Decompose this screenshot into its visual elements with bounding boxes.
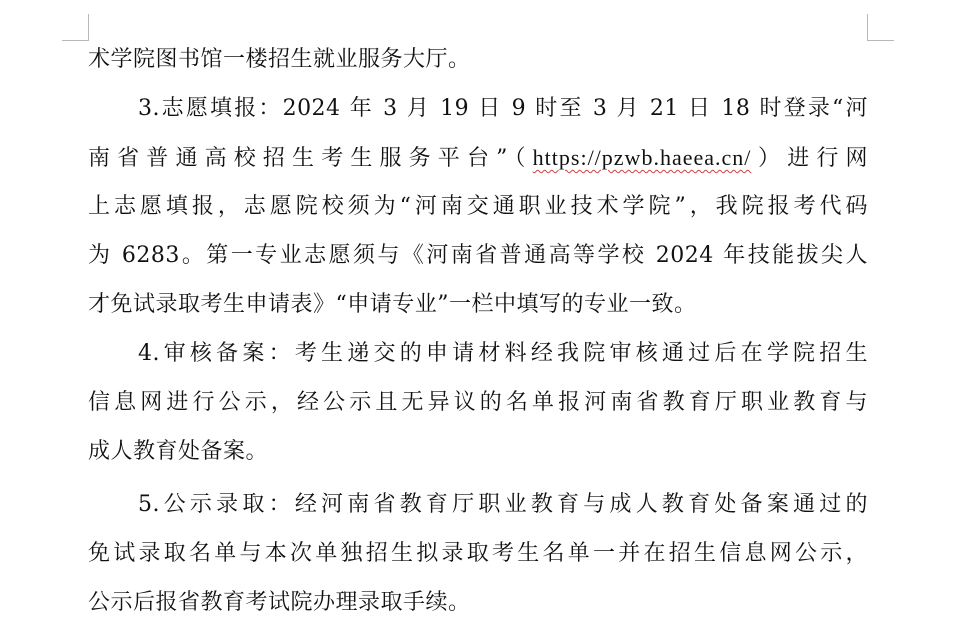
item-3-line-3: 上志愿填报，志愿院校须为“河南交通职业技术学院”，我院报考代码: [88, 194, 868, 219]
item-3-line-4: 为 6283。第一专业志愿须与《河南省普通高等学校 2024 年技能拔尖人: [88, 243, 868, 268]
item-4-line-3: 成人教育处备案。: [88, 439, 269, 464]
item-4-line-2: 信息网进行公示，经公示且无异议的名单报河南省教育厅职业教育与: [88, 390, 868, 415]
crop-mark-top-left: [62, 14, 89, 41]
item-3-line-2: [88, 138, 868, 178]
close-paren-text: ）进行网: [751, 146, 868, 171]
text-line-1: 术学院图书馆一楼招生就业服务大厅。: [88, 47, 471, 72]
item-5-line-2: 免试录取名单与本次单独招生拟录取考生名单一并在招生信息网公示，: [88, 541, 868, 566]
item-3-line-5: 才免试录取考生申请表》“申请专业”一栏中填写的专业一致。: [88, 292, 697, 317]
platform-url-link[interactable]: https://pzwb.haeea.cn/: [532, 145, 752, 170]
crop-mark-top-right: [867, 14, 894, 41]
item-3-line-1: 3.志愿填报：2024 年 3 月 19 日 9 时至 3 月 21 日 18 时登录“河: [138, 96, 868, 121]
item-5-line-3: 公示后报省教育考试院办理录取手续。: [88, 590, 471, 615]
open-paren: （: [507, 146, 533, 171]
platform-name: 南省普通高校招生考生服务平台”: [88, 146, 508, 171]
item-4-line-1: 4.审核备案：考生递交的申请材料经我院审核通过后在学院招生: [138, 341, 868, 366]
item-5-line-1: 5.公示录取：经河南省教育厅职业教育与成人教育处备案通过的: [138, 492, 868, 517]
